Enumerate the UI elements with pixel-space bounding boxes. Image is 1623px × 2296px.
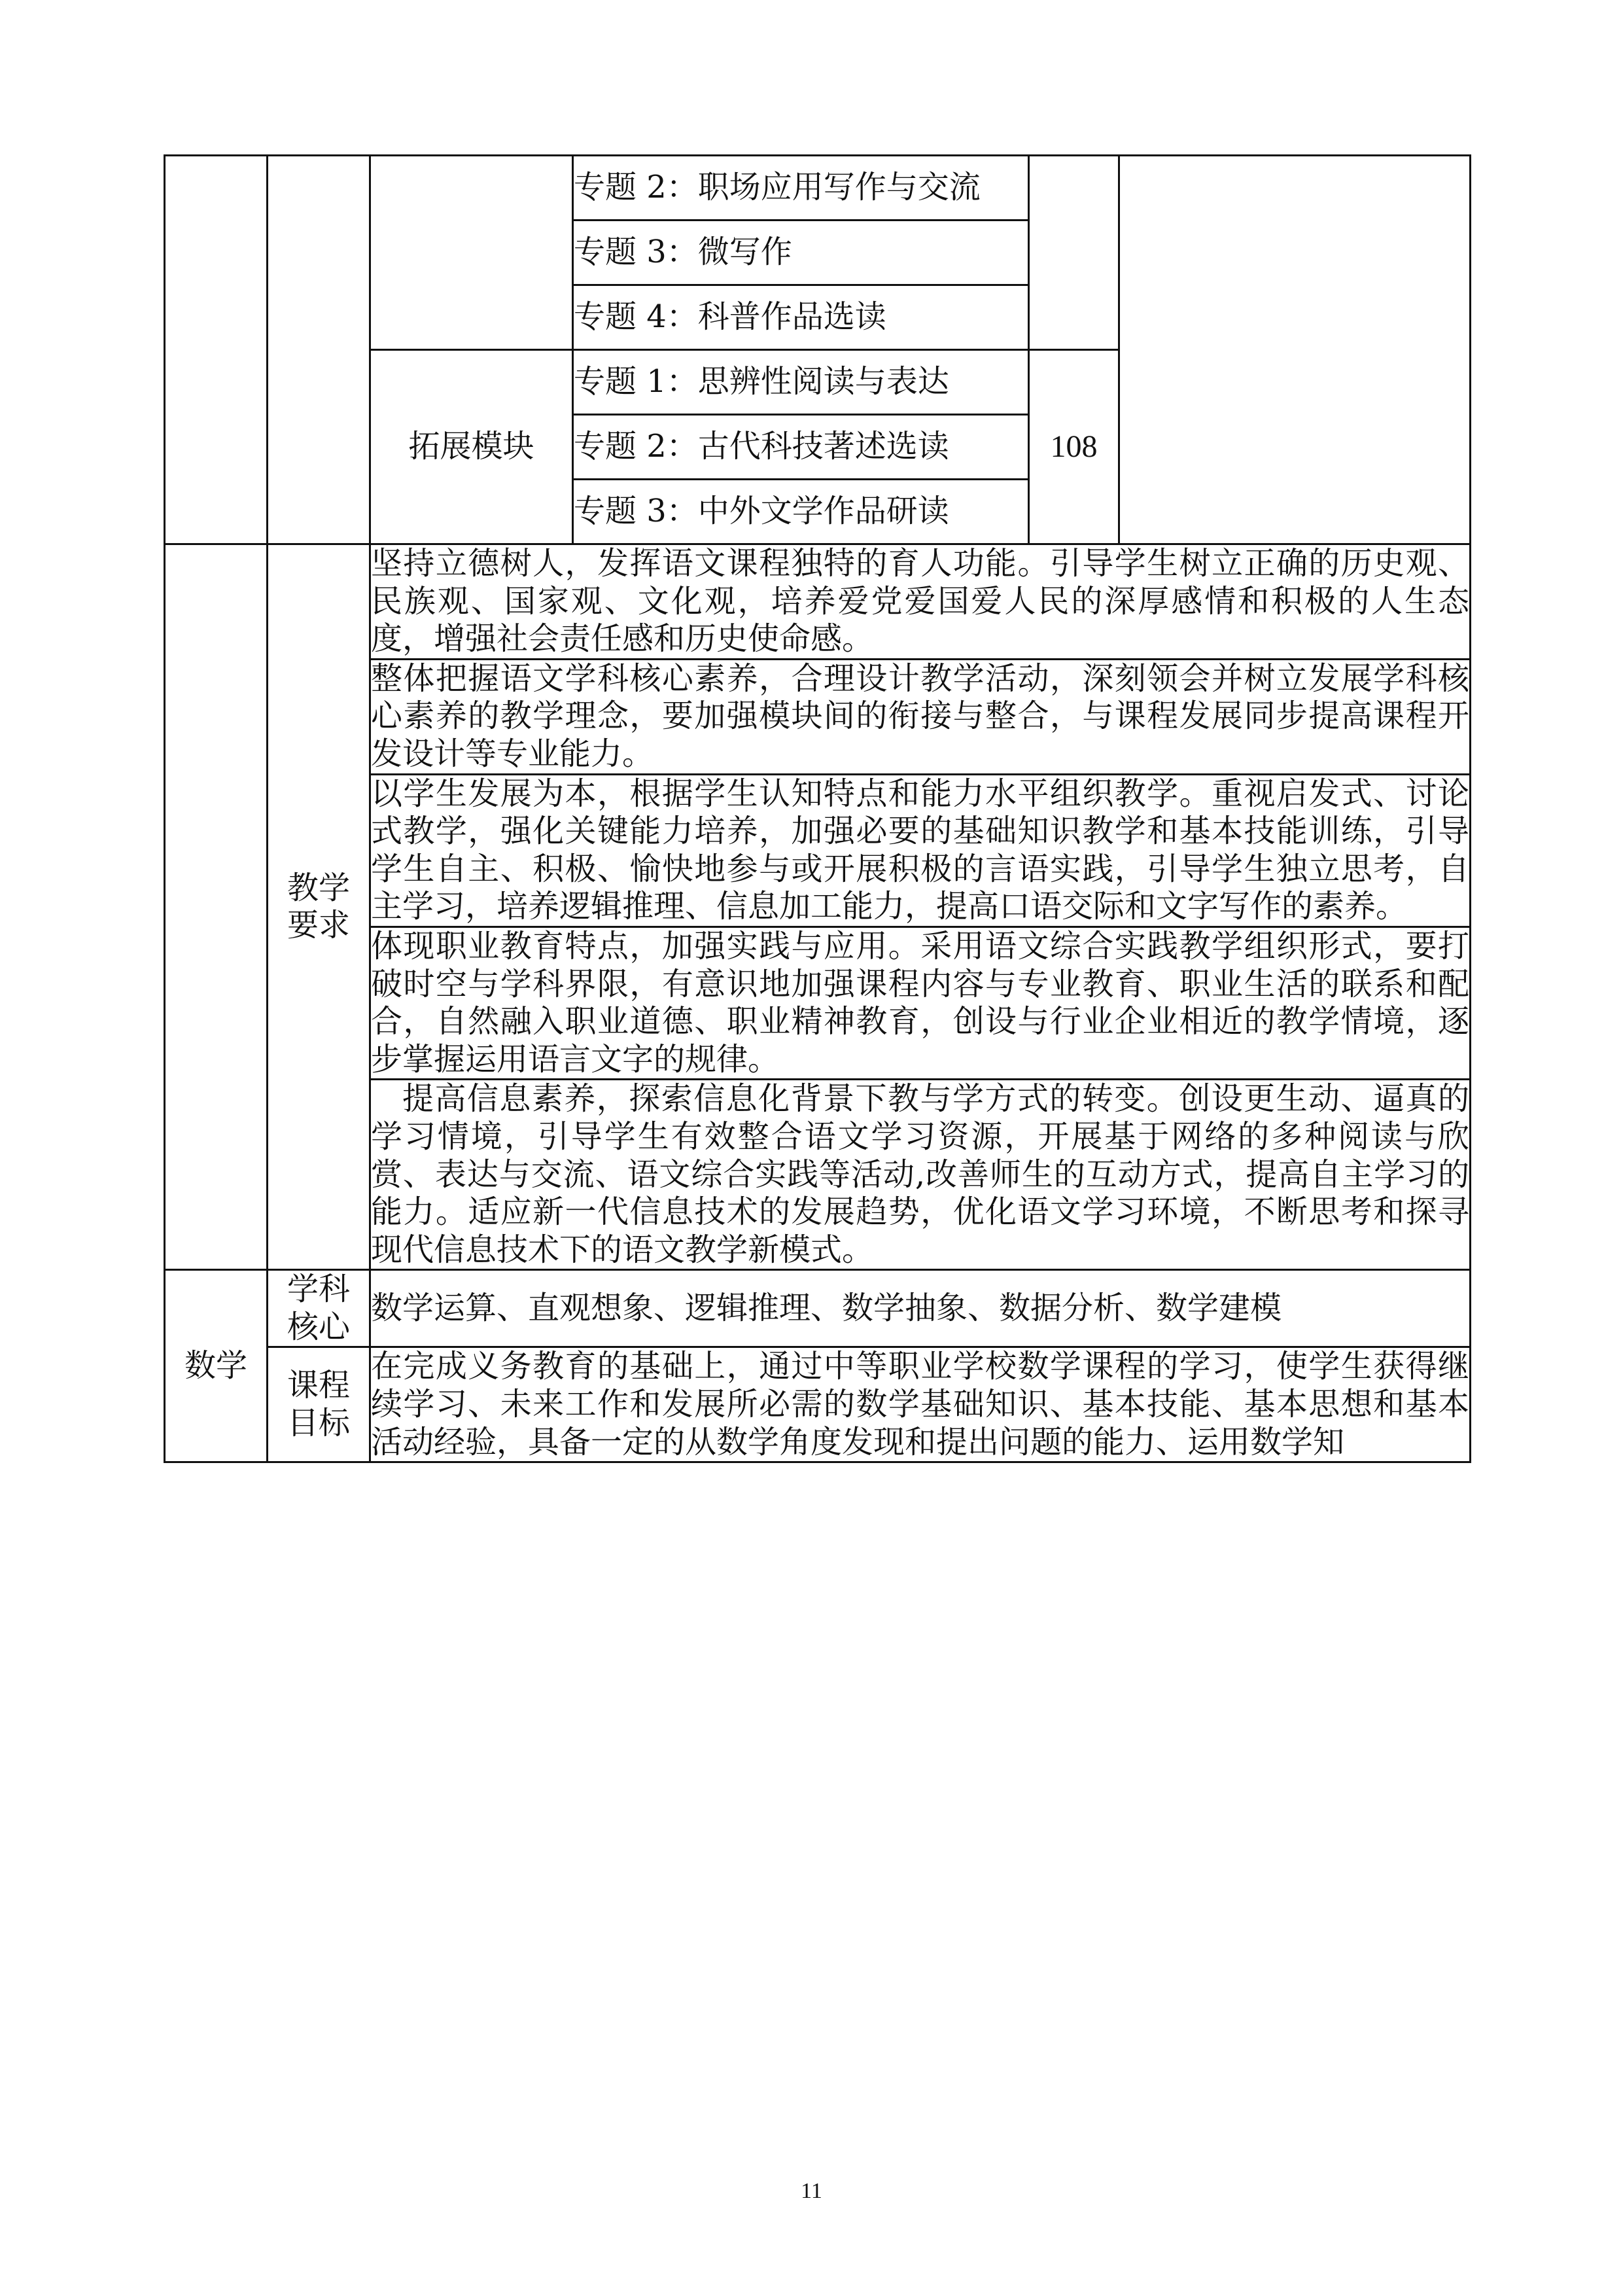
math-goal-label <box>268 1347 370 1462</box>
topic-cell: 专题 2：古代科技著述选读 <box>573 415 1029 480</box>
teaching-paragraph: 体现职业教育特点，加强实践与应用。采用语文综合实践教学组织形式，要打破时空与学科界限，有意识地加强课程内容与专业教育、职业生活的联系和配合，自然融入职业道德、职业精神教育，创设与行业企业相近的教学情境，逐步掌握运用语言文字的规律。 <box>370 927 1471 1079</box>
remarks-cell-empty <box>1119 156 1471 544</box>
math-goal-label-text: 课程目标 <box>287 1367 350 1441</box>
page-number: 11 <box>801 2179 822 2203</box>
math-core-text: 数学运算、直观想象、逻辑推理、数学抽象、数据分析、数学建模 <box>370 1270 1471 1347</box>
module-cell-empty <box>370 156 573 350</box>
teaching-label-text: 教学要求 <box>287 869 350 944</box>
math-core-label <box>268 1270 370 1347</box>
teaching-paragraph: 以学生发展为本，根据学生认知特点和能力水平组织教学。重视启发式、讨论式教学，强化关键能力培养，加强必要的基础知识教学和基本技能训练，引导学生自主、积极、愉快地参与或开展积极的言语实践，引导学生独立思考，自主学习，培养逻辑推理、信息加工能力，提高口语交际和文字写作的素养。 <box>370 774 1471 927</box>
teaching-row <box>165 544 1471 660</box>
teaching-paragraph: 坚持立德树人，发挥语文课程独特的育人功能。引导学生树立正确的历史观、民族观、国家观、文化观，培养爱党爱国爱人民的深厚感情和积极的人生态度，增强社会责任感和历史使命感。 <box>370 544 1471 660</box>
subject-cell-empty <box>165 544 268 1270</box>
topic-cell: 专题 1：思辨性阅读与表达 <box>573 350 1029 415</box>
topic-cell: 专题 3：微写作 <box>573 221 1029 285</box>
math-core-label-text: 学科核心 <box>287 1271 350 1345</box>
module-row <box>165 156 1471 221</box>
teaching-paragraph: 整体把握语文学科核心素养，合理设计教学活动，深刻领会并树立发展学科核心素养的教学理念，要加强模块间的衔接与整合，与课程发展同步提高课程开发设计等专业能力。 <box>370 659 1471 774</box>
extension-module-name: 拓展模块 <box>370 350 573 544</box>
teaching-label <box>268 544 370 1270</box>
extension-hours: 108 <box>1029 350 1119 544</box>
curriculum-table <box>164 154 1471 1463</box>
topic-cell: 专题 3：中外文学作品研读 <box>573 480 1029 544</box>
math-goal-text: 在完成义务教育的基础上，通过中等职业学校数学课程的学习，使学生获得继续学习、未来工作和发展所必需的数学基础知识、基本技能、基本思想和基本活动经验，具备一定的从数学角度发现和提出问题的能力、运用数学知 <box>370 1347 1471 1462</box>
hours-cell-empty <box>1029 156 1119 350</box>
topic-cell: 专题 2：职场应用写作与交流 <box>573 156 1029 221</box>
category-cell-empty <box>268 156 370 544</box>
teaching-paragraph: 提高信息素养，探索信息化背景下教与学方式的转变。创设更生动、逼真的学习情境，引导学生有效整合语文学习资源，开展基于网络的多种阅读与欣赏、表达与交流、语文综合实践等活动,改善师生的互动方式，提高自主学习的能力。适应新一代信息技术的发展趋势，优化语文学习环境，不断思考和探寻现代信息技术下的语文教学新模式。 <box>370 1080 1471 1270</box>
math-subject: 数学 <box>165 1270 268 1462</box>
subject-cell-empty <box>165 156 268 544</box>
math-core-row <box>165 1270 1471 1347</box>
topic-cell: 专题 4：科普作品选读 <box>573 285 1029 350</box>
math-goal-row <box>165 1347 1471 1462</box>
